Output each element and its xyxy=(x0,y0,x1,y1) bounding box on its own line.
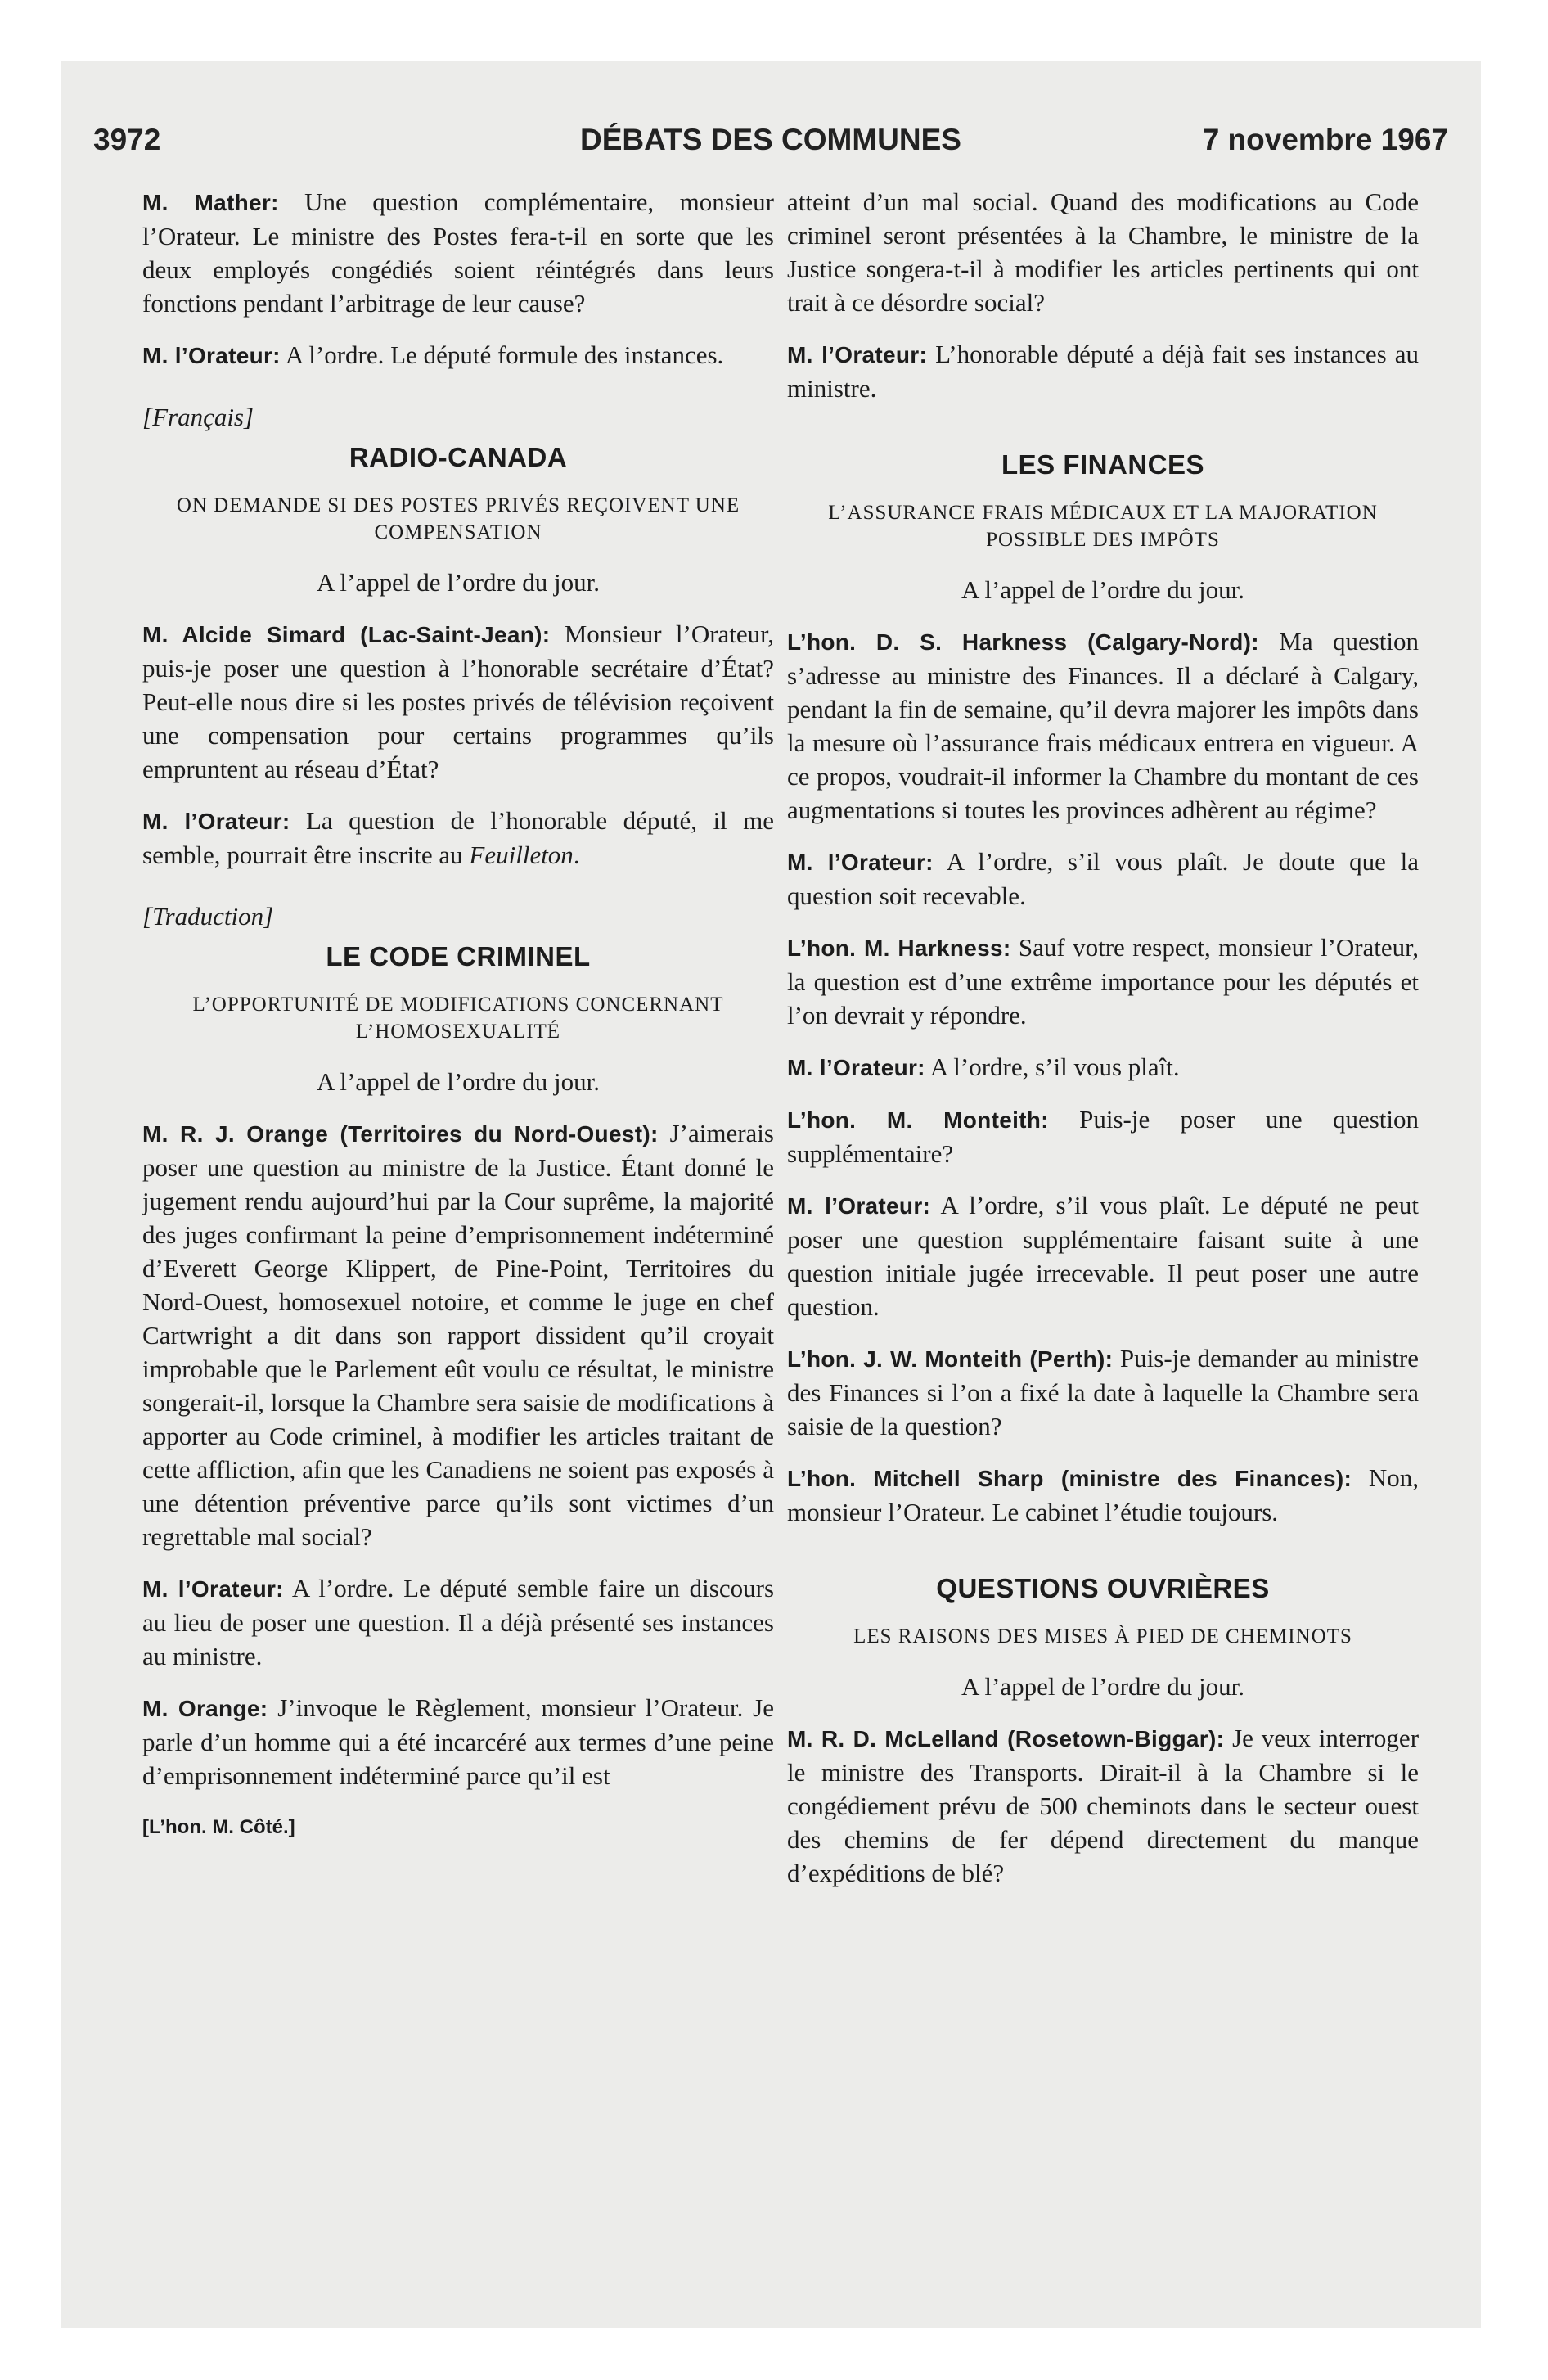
paragraph xyxy=(787,1102,1419,1170)
paragraph xyxy=(787,931,1419,1032)
paragraph-text: A l’ordre. Le député semble faire un discours au lieu de poser une question. Il a déjà présenté ses instances au ministre. xyxy=(142,1574,775,1670)
paragraph-text: L’honorable député a déjà fait ses instances au ministre. xyxy=(787,340,1420,403)
order-of-day: A l’appel de l’ordre du jour. xyxy=(961,1672,1245,1701)
section-heading: LE CODE CRIMINEL xyxy=(326,941,591,971)
paragraph-text: A l’ordre. Le député formule des instances. xyxy=(280,340,724,369)
speaker-name: M. R. D. McLelland (Rosetown-Biggar): xyxy=(787,1726,1225,1751)
speaker-name: L’hon. J. W. Monteith (Perth): xyxy=(787,1346,1114,1372)
speaker-name: L’hon. Mitchell Sharp (ministre des Finances): xyxy=(787,1466,1352,1491)
paragraph xyxy=(787,337,1419,405)
paragraph-text: Ma question s’adresse au ministre des Finances. Il a déclaré à Calgary, pendant la fin de semaine, qu’il devra majorer les impôts dans la mesure où l’assurance frais médicaux entrera en vigueur. A ce propos, voudrait-il informer la Chambre du montant de ces augmentations si toutes les provinces adhèrent au régime? xyxy=(787,627,1419,824)
page-header xyxy=(93,123,1448,164)
running-title: DÉBATS DES COMMUNES xyxy=(580,123,961,156)
language-marker: [Français] xyxy=(142,403,254,431)
paragraph xyxy=(787,1341,1419,1443)
section-heading: RADIO-CANADA xyxy=(349,442,568,472)
paragraph-text: Une question complémentaire, monsieur l’Orateur. Le ministre des Postes fera-t-il en sorte que les deux employés congédiés soient réintégrés dans leurs fonctions pendant l’arbitrage de leur cause? xyxy=(142,187,774,318)
section-heading: QUESTIONS OUVRIÈRES xyxy=(936,1573,1270,1603)
paragraph-text: J’aimerais poser une question au ministre de la Justice. Étant donné le jugement rendu aujourd’hui par la Cour suprême, la majorité des juges confirmant la peine d’emprisonnement indéterminé d’Everett George Klippert, de Pine-Point, Territoires du Nord-Ouest, homosexuel notoire, et comme le juge en chef Cartwright a dit dans son rapport dissident qu’il croyait improbable que le Parlement eût voulu ce résultat, le ministre songerait-il, lorsque la Chambre sera saisie de modifications à apporter au Code criminel, à modifier les articles traitant de cette affliction, afin que les Canadiens ne soient pas exposés à une détention préventive parce qu’ils sont victimes d’un regrettable mal social? xyxy=(142,1119,774,1551)
paragraph xyxy=(142,1116,774,1553)
speaker-name: M. l’Orateur: xyxy=(142,1576,284,1602)
paragraph-text: Puis-je demander au ministre des Finances si l’on a fixé la date à laquelle la Chambre sera saisie de la question? xyxy=(787,1344,1419,1440)
paragraph xyxy=(787,1721,1419,1890)
section-subheading: ON DEMANDE SI DES POSTES PRIVÉS REÇOIVENT UNE COMPENSATION xyxy=(176,494,740,543)
section-heading: LES FINANCES xyxy=(1001,449,1205,480)
paragraph xyxy=(142,1691,774,1792)
speaker-name: M. l’Orateur: xyxy=(142,343,281,368)
speaker-attribution: [L’hon. M. Côté.] xyxy=(142,1816,295,1838)
paragraph xyxy=(787,624,1419,827)
paragraph-text: La question de l’honorable député, il me semble, pourrait être inscrite au xyxy=(142,806,775,869)
paragraph xyxy=(787,185,1419,319)
speaker-name: M. l’Orateur: xyxy=(142,809,290,834)
order-of-day: A l’appel de l’ordre du jour. xyxy=(316,568,601,597)
speaker-name: M. l’Orateur: xyxy=(787,1055,925,1080)
speaker-name: L’hon. D. S. Harkness (Calgary-Nord): xyxy=(787,629,1259,655)
page-number: 3972 xyxy=(93,123,161,156)
paragraph xyxy=(142,338,774,372)
speaker-name: L’hon. M. Monteith: xyxy=(787,1107,1049,1133)
speaker-name: M. Mather: xyxy=(142,190,279,215)
paragraph xyxy=(787,1050,1419,1084)
speaker-name: M. l’Orateur: xyxy=(787,342,928,367)
paragraph xyxy=(787,845,1419,913)
paragraph-end: . xyxy=(573,841,580,869)
paragraph xyxy=(142,1571,774,1673)
speaker-name: M. Alcide Simard (Lac-Saint-Jean): xyxy=(142,622,551,647)
italic-term: Feuilleton xyxy=(469,841,574,869)
paragraph-text: Non, monsieur l’Orateur. Le cabinet l’étudie toujours. xyxy=(787,1463,1420,1526)
paragraph xyxy=(787,1461,1419,1529)
paragraph-text: Sauf votre respect, monsieur l’Orateur, la question est d’une extrême importance pour les députés et l’on devrait y répondre. xyxy=(787,933,1420,1030)
page-date: 7 novembre 1967 xyxy=(1202,123,1448,156)
paragraph xyxy=(142,804,774,872)
paragraph xyxy=(142,185,774,320)
speaker-name: M. R. J. Orange (Territoires du Nord-Ouest): xyxy=(142,1121,659,1147)
right-column xyxy=(787,185,1419,1908)
speaker-name: M. l’Orateur: xyxy=(787,1193,931,1219)
section-subheading: L’ASSURANCE FRAIS MÉDICAUX ET LA MAJORATION POSSIBLE DES IMPÔTS xyxy=(828,502,1378,551)
paragraph xyxy=(787,1188,1419,1323)
paragraph-text: Monsieur l’Orateur, puis-je poser une question à l’honorable secrétaire d’État? Peut-elle nous dire si les postes privés de télévision reçoivent une compensation pour certains programmes qu’ils empruntent au réseau d’État? xyxy=(142,620,774,783)
paragraph-text: Je veux interroger le ministre des Transports. Dirait-il à la Chambre si le congédiement prévu de 500 cheminots dans le secteur ouest des chemins de fer dépend directement du manque d’expéditions de blé? xyxy=(787,1724,1420,1887)
paragraph-text: A l’ordre, s’il vous plaît. Le député ne peut poser une question supplémentaire faisant suite à une question initiale jugée irrecevable. Il peut poser une autre question. xyxy=(787,1191,1419,1321)
paragraph xyxy=(142,617,774,786)
section-subheading: LES RAISONS DES MISES À PIED DE CHEMINOTS xyxy=(853,1625,1352,1648)
paragraph-text: A l’ordre, s’il vous plaît. Je doute que la question soit recevable. xyxy=(787,847,1419,910)
paragraph-text: Puis-je poser une question supplémentaire? xyxy=(787,1105,1419,1168)
order-of-day: A l’appel de l’ordre du jour. xyxy=(316,1067,601,1096)
section-subheading: L’OPPORTUNITÉ DE MODIFICATIONS CONCERNANT L’HOMOSEXUALITÉ xyxy=(192,994,724,1043)
speaker-name: M. Orange: xyxy=(142,1696,268,1721)
left-column xyxy=(142,185,774,1844)
paragraph-text: atteint d’un mal social. Quand des modifications au Code criminel seront présentées à la Chambre, le ministre de la Justice songera-t-il à modifier les articles pertinents qui ont trait à ce désordre social? xyxy=(787,187,1419,317)
order-of-day: A l’appel de l’ordre du jour. xyxy=(961,575,1245,604)
speaker-name: M. l’Orateur: xyxy=(787,850,934,875)
paragraph-text: A l’ordre, s’il vous plaît. xyxy=(925,1053,1180,1081)
speaker-name: L’hon. M. Harkness: xyxy=(787,935,1011,961)
paragraph-text: J’invoque le Règlement, monsieur l’Orateur. Je parle d’un homme qui a été incarcéré aux termes d’une peine d’emprisonnement indéterminé parce qu’il est xyxy=(142,1693,774,1790)
language-marker: [Traduction] xyxy=(142,902,274,931)
